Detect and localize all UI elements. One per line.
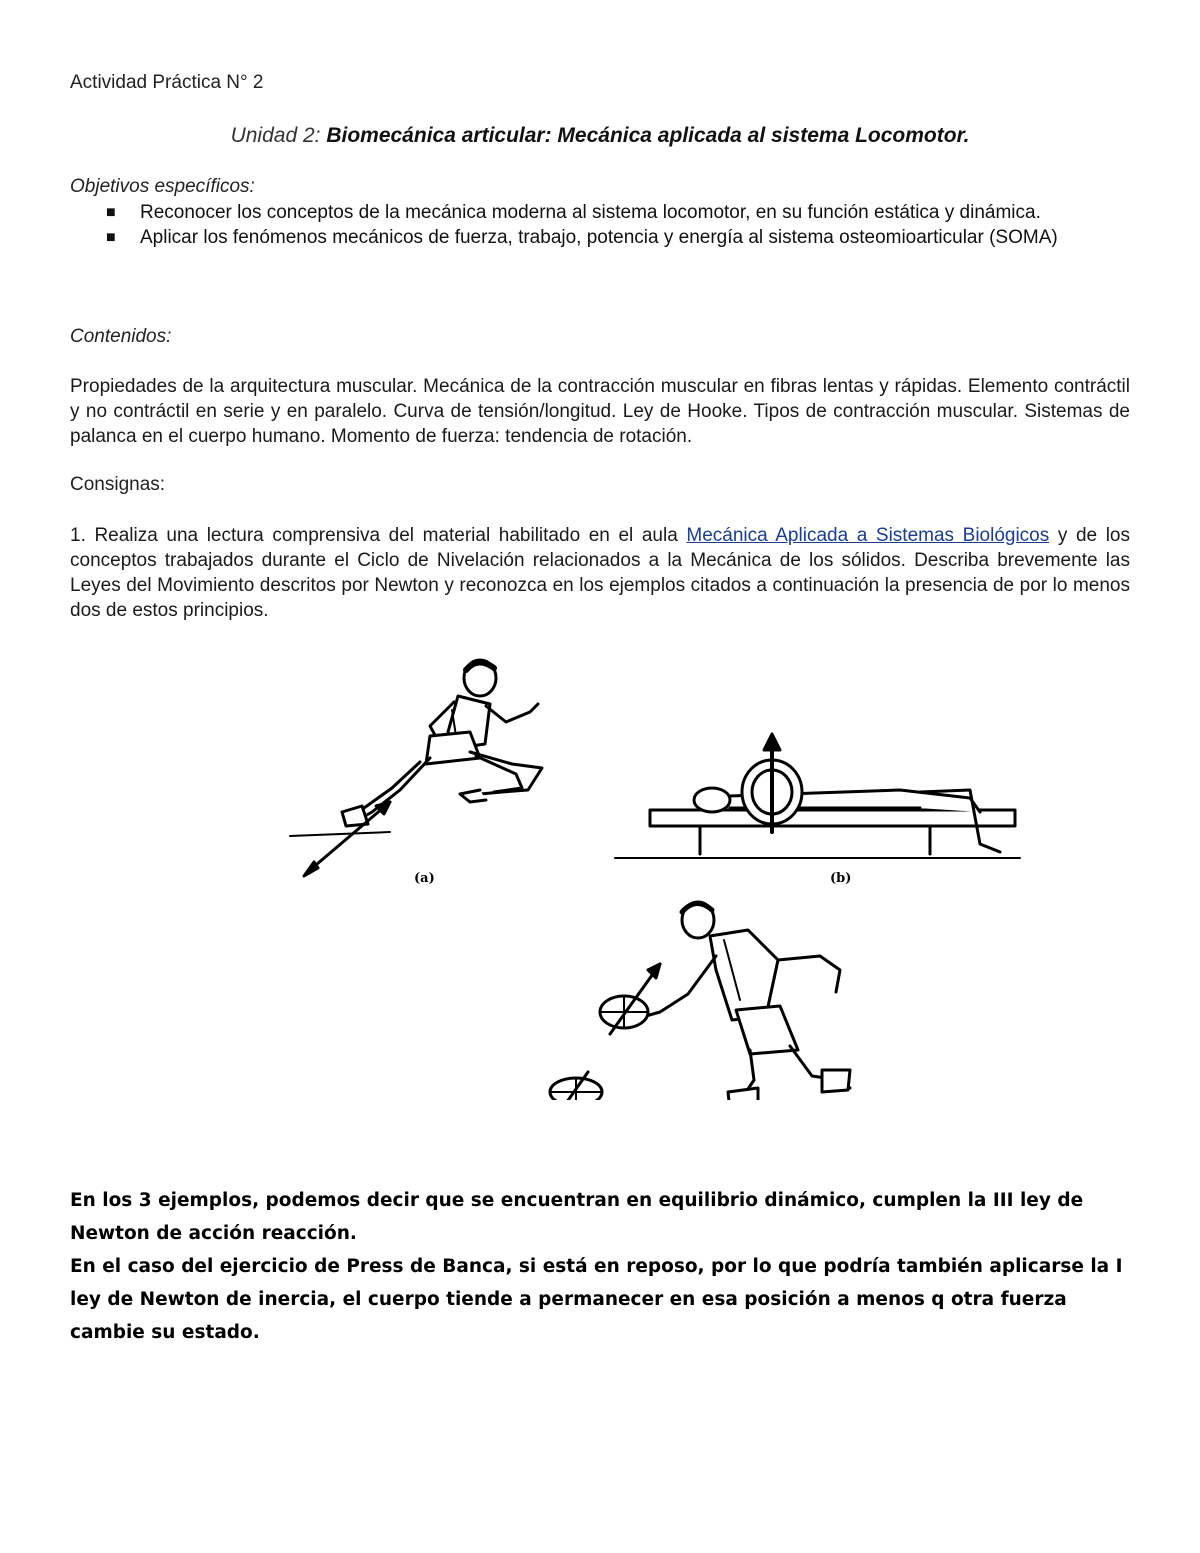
objective-item: [70, 225, 1130, 250]
figure-label-a: (a): [414, 871, 435, 886]
contents-paragraph: Propiedades de la arquitectura muscular. Mecánica de la contracción muscular en fibras lentas y rápidas. Elemento contráctil y no contráctil en serie y en paralelo. Curva de tensión/longitud. Ley de Hooke. Tipos de contracción muscular. Sistemas de palanca en el cuerpo humano. Momento de fuerza: tendencia de rotación.: [70, 376, 1130, 447]
answer-paragraph-1: En los 3 ejemplos, podemos decir que se encuentran en equilibrio dinámico, cumplen la III ley de Newton de acción reacción.: [70, 1190, 1084, 1244]
objectives-label: Objetivos específicos:: [70, 176, 255, 197]
activity-title: Actividad Práctica N° 2: [70, 72, 264, 93]
square-bullet-icon: ■: [106, 204, 116, 221]
runner-illustration: [290, 660, 542, 876]
instruction-text: y de los conceptos trabajados durante el Ciclo de Nivelación relacionados a la Mecánica de los sólidos. Describa brevemente las Leyes del Movimiento descritos por Newton y reconozca en los ejemplos citados a continuación la presencia de por lo menos dos de estos principios.: [70, 525, 1130, 621]
unit-title: [0, 124, 1200, 148]
objective-item: [70, 200, 1130, 225]
objective-text: Aplicar los fenómenos mecánicos de fuerza, trabajo, potencia y energía al sistema osteomioarticular (SOMA): [140, 227, 1058, 248]
instruction-item-1: [70, 523, 1130, 623]
basketball-player-illustration: [548, 902, 880, 1100]
answer-block: [70, 1184, 1140, 1349]
instructions-label: Consignas:: [70, 474, 166, 495]
unit-prefix: Unidad 2:: [230, 124, 321, 147]
bench-press-illustration: [615, 734, 1020, 858]
unit-heading: Biomecánica articular: Mecánica aplicada al sistema Locomotor.: [326, 124, 970, 147]
contents-label: Contenidos:: [70, 326, 172, 347]
instruction-text: 1. Realiza una lectura comprensiva del material habilitado en el aula: [70, 525, 687, 546]
figure-label-b: (b): [830, 871, 852, 886]
objectives-list: [70, 200, 1130, 250]
newton-laws-figure: [280, 640, 1040, 1100]
course-material-link[interactable]: Mecánica Aplicada a Sistemas Biológicos: [686, 525, 1050, 546]
square-bullet-icon: ■: [106, 229, 116, 246]
answer-paragraph-2: En el caso del ejercicio de Press de Banca, si está en reposo, por lo que podría también aplicarse la I ley de Newton de inercia, el cuerpo tiende a permanecer en esa posición a menos q otra fuerza cambie su estado.: [70, 1256, 1123, 1343]
objective-text: Reconocer los conceptos de la mecánica moderna al sistema locomotor, en su función estática y dinámica.: [140, 202, 1041, 223]
